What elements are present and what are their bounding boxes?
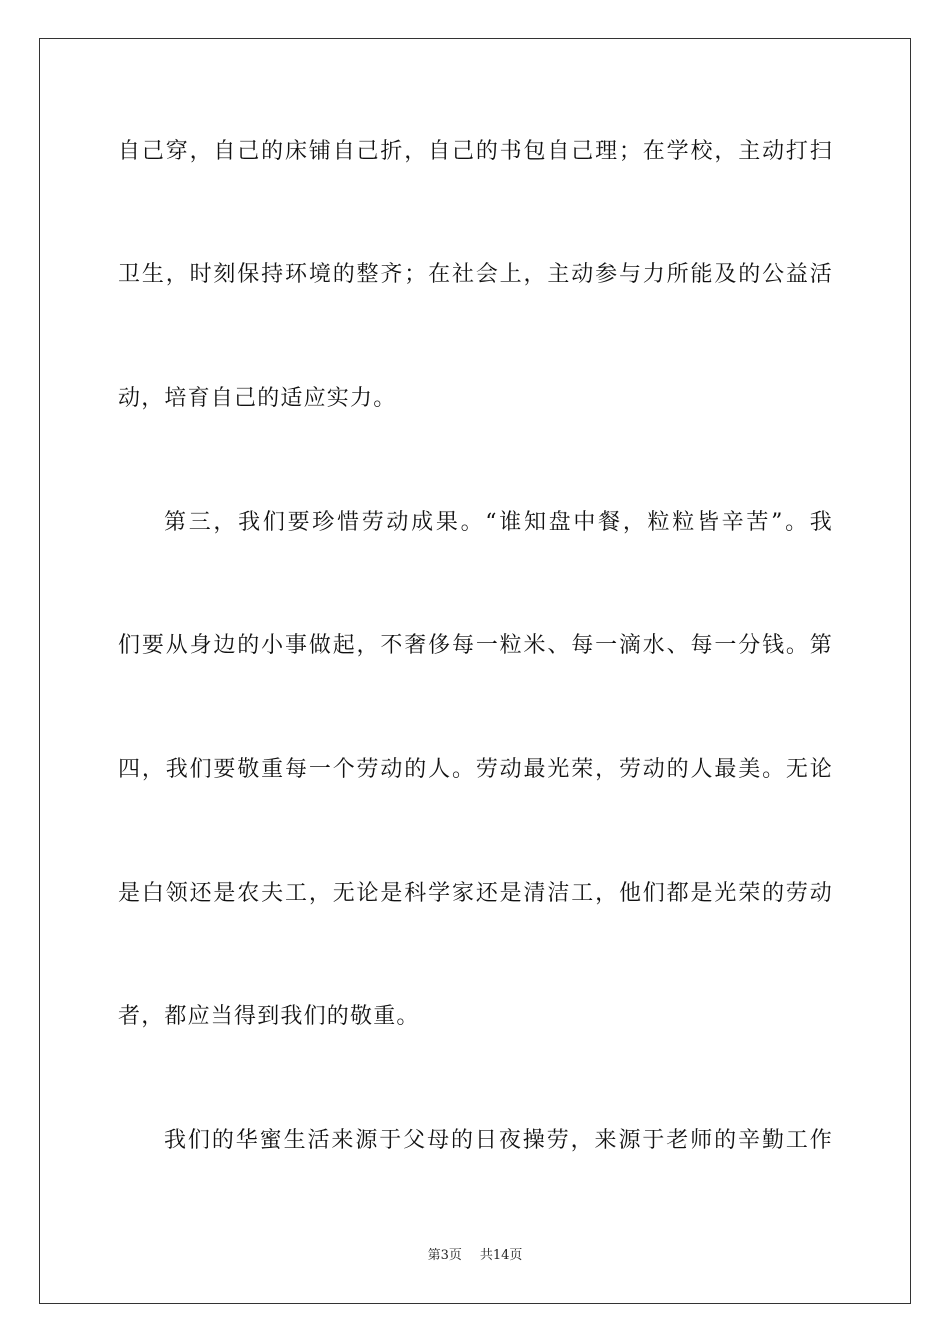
page-footer	[0, 1247, 950, 1265]
body-text-line-8: 者，都应当得到我们的敬重。	[118, 1004, 420, 1029]
body-text-line-4: 第三，我们要珍惜劳动成果。“谁知盘中餐，粒粒皆辛苦”。我	[164, 510, 833, 535]
body-text-line-7: 是白领还是农夫工，无论是科学家还是清洁工，他们都是光荣的劳动	[118, 881, 833, 906]
body-text-line-1: 自己穿，自己的床铺自己折，自己的书包自己理；在学校，主动打扫	[118, 139, 833, 164]
page-number-current: 第3页	[427, 1248, 462, 1263]
page-number-total: 共14页	[479, 1248, 523, 1263]
page-border	[39, 38, 911, 1304]
body-text-line-2: 卫生，时刻保持环境的整齐；在社会上，主动参与力所能及的公益活	[118, 262, 833, 287]
body-text-line-5: 们要从身边的小事做起，不奢侈每一粒米、每一滴水、每一分钱。第	[118, 633, 833, 658]
body-text-line-3: 动，培育自己的适应实力。	[118, 386, 397, 411]
body-text-line-9: 我们的华蜜生活来源于父母的日夜操劳，来源于老师的辛勤工作	[164, 1128, 833, 1153]
body-text-line-6: 四，我们要敬重每一个劳动的人。劳动最光荣，劳动的人最美。无论	[118, 757, 833, 782]
